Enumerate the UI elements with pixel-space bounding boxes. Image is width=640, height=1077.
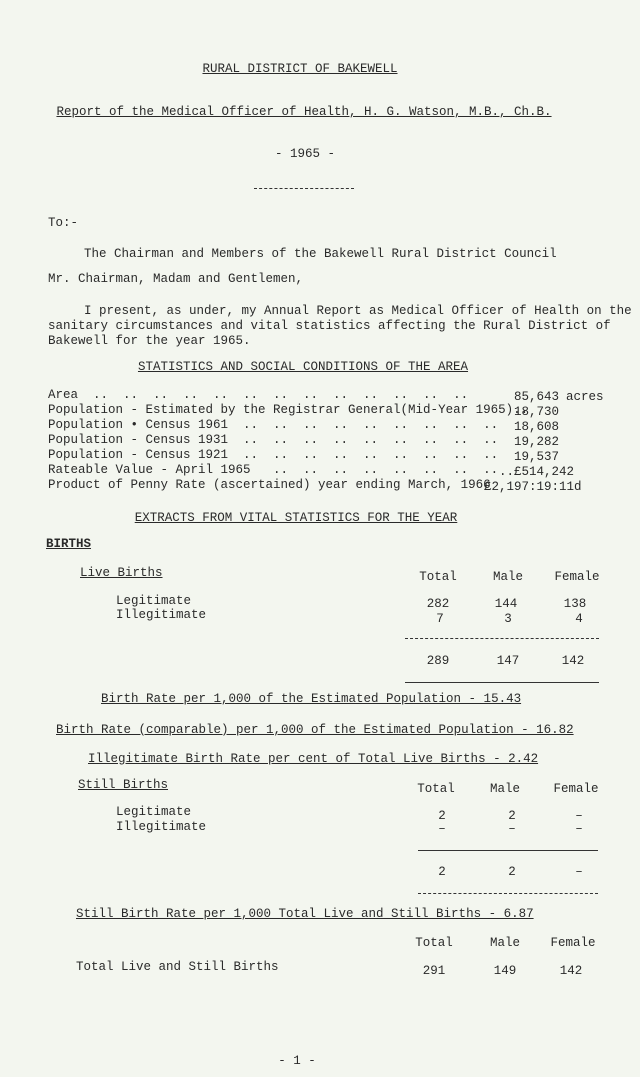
illegitimate-birth-rate: Illegitimate Birth Rate per cent of Total Live Births - 2.42 — [88, 752, 539, 766]
still-row-legit-label: Legitimate — [116, 805, 192, 819]
still-births-title: Still Births — [78, 778, 169, 792]
live-col-male: Male — [492, 570, 524, 584]
still-birth-rate: Still Birth Rate per 1,000 Total Live and Still Births - 6.87 — [76, 907, 534, 921]
live-row-illegit-total: 7 — [436, 612, 444, 626]
stats-label-census-1931: Population - Census 1931 .. .. .. .. .. .. .. .. .. — [48, 433, 499, 447]
addressee: The Chairman and Members of the Bakewell Rural District Council — [84, 247, 557, 261]
live-col-total: Total — [419, 570, 457, 584]
stats-value-rateable: ..£514,242 — [499, 465, 575, 479]
live-row-legit-total: 282 — [426, 597, 450, 611]
live-sum-male: 147 — [496, 654, 520, 668]
still-row-illegit-label: Illegitimate — [116, 820, 207, 834]
still-row-legit-male: 2 — [508, 809, 516, 823]
still-col-female: Female — [553, 782, 599, 796]
district-heading: RURAL DISTRICT OF BAKEWELL — [202, 62, 398, 76]
stats-label-census-1921: Population - Census 1921 .. .. .. .. .. .. .. .. .. — [48, 448, 499, 462]
report-title: Report of the Medical Officer of Health, H. G. Watson, M.B., Ch.B. — [56, 105, 552, 119]
body-line-2: sanitary circumstances and vital statistics affecting the Rural District of — [48, 319, 611, 333]
still-row-illegit-female: – — [575, 822, 583, 836]
stats-value-area: 85,643 — [514, 390, 560, 404]
still-row-legit-female: – — [575, 809, 583, 823]
stats-label-penny-rate: Product of Penny Rate (ascertained) year ending March, 1966 — [48, 478, 491, 492]
stats-label-census-1961: Population • Census 1961 .. .. .. .. .. .. .. .. .. — [48, 418, 499, 432]
stats-value-penny-rate: £2,197:19:11d — [484, 480, 582, 494]
live-row-legit-male: 144 — [494, 597, 518, 611]
stats-value-census-1931: 19,282 — [514, 435, 560, 449]
still-col-total: Total — [417, 782, 455, 796]
combined-col-female: Female — [550, 936, 596, 950]
still-row-illegit-total: – — [438, 822, 446, 836]
to-line: To:- — [48, 216, 79, 230]
live-sum-female: 142 — [561, 654, 585, 668]
combined-total: 291 — [422, 964, 446, 978]
still-sum-female: – — [575, 865, 583, 879]
stats-value-census-1921: 19,537 — [514, 450, 560, 464]
live-row-legit-label: Legitimate — [116, 594, 192, 608]
stats-value-pop-est: 18,730 — [514, 405, 560, 419]
combined-male: 149 — [493, 964, 517, 978]
live-row-illegit-label: Illegitimate — [116, 608, 207, 622]
stats-heading: STATISTICS AND SOCIAL CONDITIONS OF THE AREA — [137, 360, 469, 374]
salutation: Mr. Chairman, Madam and Gentlemen, — [48, 272, 304, 286]
combined-col-total: Total — [415, 936, 453, 950]
still-sum-male: 2 — [508, 865, 516, 879]
still-col-male: Male — [489, 782, 521, 796]
stats-unit-acres: acres — [566, 390, 604, 404]
births-heading: BIRTHS — [46, 537, 92, 551]
live-col-female: Female — [554, 570, 600, 584]
live-rule-bottom — [405, 682, 599, 683]
combined-col-male: Male — [489, 936, 521, 950]
live-row-illegit-male: 3 — [504, 612, 512, 626]
still-rule-top — [418, 850, 598, 851]
stats-label-area: Area .. .. .. .. .. .. .. .. .. .. .. .. .. — [48, 388, 469, 402]
birth-rate: Birth Rate per 1,000 of the Estimated Population - 15.43 — [101, 692, 522, 706]
body-line-1: I present, as under, my Annual Report as Medical Officer of Health on the — [84, 304, 632, 318]
still-rule-bottom — [418, 893, 598, 894]
stats-value-census-1961: 18,608 — [514, 420, 560, 434]
still-row-illegit-male: – — [508, 822, 516, 836]
report-year: - 1965 - — [274, 147, 336, 161]
stats-label-pop-est: Population - Estimated by the Registrar General(Mid-Year 1965).. — [48, 403, 529, 417]
combined-female: 142 — [559, 964, 583, 978]
header-divider — [254, 188, 354, 189]
page-number: - 1 - — [278, 1054, 316, 1068]
still-row-legit-total: 2 — [438, 809, 446, 823]
birth-rate-comparable: Birth Rate (comparable) per 1,000 of the Estimated Population - 16.82 — [56, 723, 574, 737]
live-sum-total: 289 — [426, 654, 450, 668]
body-line-3: Bakewell for the year 1965. — [48, 334, 251, 348]
live-births-title: Live Births — [80, 566, 163, 580]
extracts-heading: EXTRACTS FROM VITAL STATISTICS FOR THE YEAR — [134, 511, 458, 525]
still-sum-total: 2 — [438, 865, 446, 879]
live-row-illegit-female: 4 — [575, 612, 583, 626]
stats-label-rateable: Rateable Value - April 1965 .. .. .. .. .. .. .. .. — [48, 463, 499, 477]
combined-label: Total Live and Still Births — [76, 960, 279, 974]
live-rule-top — [405, 638, 599, 639]
live-row-legit-female: 138 — [563, 597, 587, 611]
